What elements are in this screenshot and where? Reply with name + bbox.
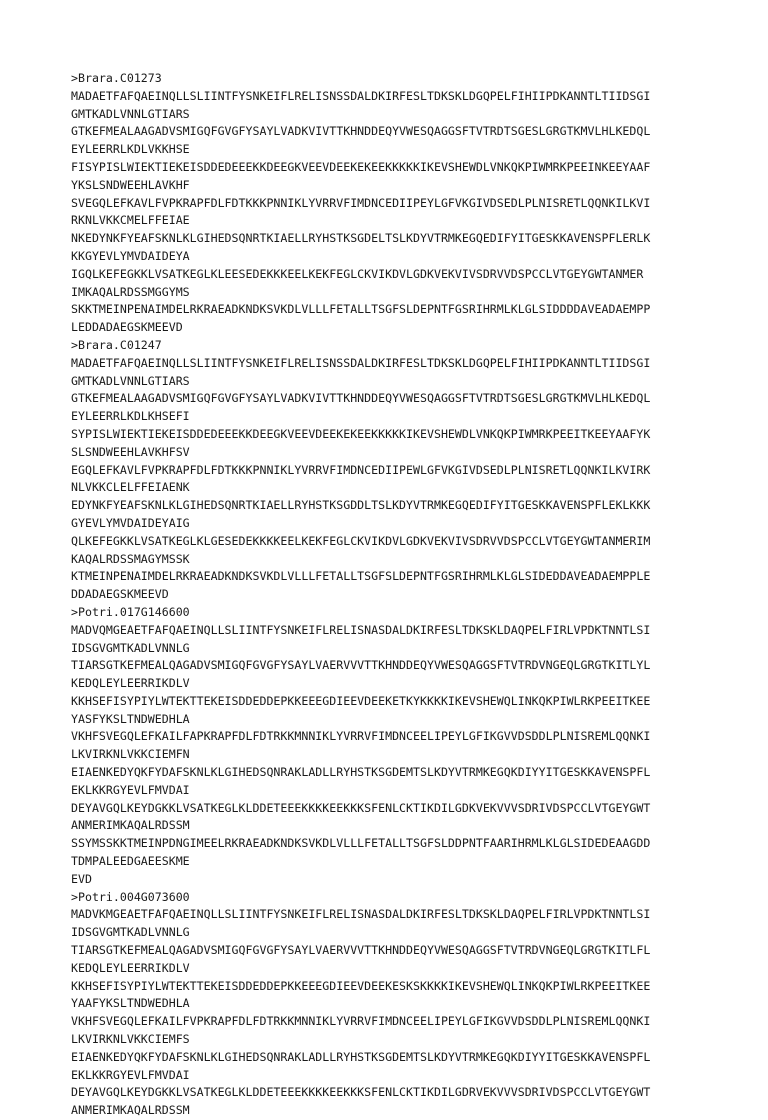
sequence-line: IMKAQALRDSSMGGYMS [71, 284, 190, 299]
sequence-line: GYEVLYMVDAIDEYAIG [71, 515, 190, 530]
sequence-header: >Brara.C01247 [71, 337, 162, 352]
sequence-line: EYLEERRLKDLVKKHSE [71, 142, 190, 157]
sequence-line: NLVKKCLELFFEIAENK [71, 480, 190, 495]
sequence-line: SLSNDWEEHLAVKHFSV [71, 444, 190, 459]
sequence-line: TDMPALEEDGAEESKME [71, 854, 190, 869]
sequence-line: LEDDADAEGSKMEEVD [71, 320, 183, 335]
sequence-line: EDYNKFYEAFSKNLKLGIHEDSQNRTKIAELLRYHSTKSGDDLTSLKDYVTRMKEGQEDIFYITGESKKAVENSPFLEKLKKK [71, 498, 651, 513]
sequence-line: SKKTMEINPENAIMDELRKRAEADKNDKSVKDLVLLLFETALLTSGFSLDEPNTFGSRIHRMLKLGLSIDDDDAVEADAEMPP [71, 302, 651, 317]
sequence-line: VKHFSVEGQLEFKAILFVPKRAPFDLFDTRKKMNNIKLYVRRVFIMDNCEELIPEYLGFIKGVVDSDDLPLNISREMLQQNKI [71, 1014, 651, 1029]
sequence-line: GTKEFMEALAAGADVSMIGQFGVGFYSAYLVADKVIVTTKHNDDEQYVWESQAGGSFTVTRDTSGESLGRGTKMVLHLKEDQL [71, 124, 651, 139]
sequence-line: IGQLKEFEGKKLVSATKEGLKLEESEDEKKKEELKEKFEGLCKVIKDVLGDKVEKVIVSDRVVDSPCCLVTGEYGWTANMER [71, 266, 644, 281]
sequence-document [71, 70, 731, 1120]
sequence-line: EIAENKEDYQKFYDAFSKNLKLGIHEDSQNRAKLADLLRYHSTKSGDEMTSLKDYVTRMKEGQKDIYYITGESKKAVENSPFL [71, 1049, 651, 1064]
sequence-line: GTKEFMEALAAGADVSMIGQFGVGFYSAYLVADKVIVTTKHNDDEQYVWESQAGGSFTVTRDTSGESLGRGTKMVLHLKEDQL [71, 391, 651, 406]
sequence-line: MADVKMGEAETFAFQAEINQLLSLIINTFYSNKEIFLRELISNASDALDKIRFESLTDKSKLDAQPELFIRLVPDKTNNTLSI [71, 907, 651, 922]
sequence-line: KEDQLEYLEERRIKDLV [71, 960, 190, 975]
sequence-line: KEDQLEYLEERRIKDLV [71, 676, 190, 691]
sequence-line: EKLKKRGYEVLFMVDAI [71, 782, 190, 797]
sequence-line: NKEDYNKFYEAFSKNLKLGIHEDSQNRTKIAELLRYHSTKSGDELTSLKDYVTRMKEGQEDIFYITGESKKAVENSPFLERLK [71, 231, 651, 246]
sequence-line: IDSGVGMTKADLVNNLG [71, 640, 190, 655]
sequence-line: EYLEERRLKDLKHSEFI [71, 409, 190, 424]
sequence-line: KKHSEFISYPIYLWTEKTTEKEISDDEDDEPKKEEEGDIEEVDEEKESKSKKKKIKEVSHEWQLINKQKPIWLRKPEEITKEE [71, 978, 651, 993]
sequence-line: KKHSEFISYPIYLWTEKTTEKEISDDEDDEPKKEEEGDIEEVDEEKETKYKKKKIKEVSHEWQLINKQKPIWLRKPEEITKEE [71, 693, 651, 708]
sequence-header: >Potri.017G146600 [71, 604, 190, 619]
sequence-line: TIARSGTKEFMEALQAGADVSMIGQFGVGFYSAYLVAERVVVTTKHNDDEQYVWESQAGGSFTVTRDVNGEQLGRGTKITLFL [71, 943, 651, 958]
sequence-line: YAAFYKSLTNDWEDHLA [71, 996, 190, 1011]
sequence-line: GMTKADLVNNLGTIARS [71, 106, 190, 121]
sequence-line: ANMERIMKAQALRDSSM [71, 818, 190, 833]
sequence-line: SSYMSSKKTMEINPDNGIMEELRKRAEADKNDKSVKDLVLLLFETALLTSGFSLDDPNTFAARIHRMLKLGLSIDEDEAAGDD [71, 836, 651, 851]
sequence-line: DDADAEGSKMEEVD [71, 587, 169, 602]
sequence-line: QLKEFEGKKLVSATKEGLKLGESEDEKKKKEELKEKFEGLCKVIKDVLGDKVEKVIVSDRVVDSPCCLVTGEYGWTANMERIM [71, 533, 651, 548]
sequence-line: GMTKADLVNNLGTIARS [71, 373, 190, 388]
sequence-line: YASFYKSLTNDWEDHLA [71, 711, 190, 726]
sequence-line: MADAETFAFQAEINQLLSLIINTFYSNKEIFLRELISNSSDALDKIRFESLTDKSKLDGQPELFIHIIPDKANNTLTIIDSGI [71, 88, 651, 103]
sequence-line: LKVIRKNLVKKCIEMFN [71, 747, 190, 762]
sequence-line: DEYAVGQLKEYDGKKLVSATKEGLKLDDETEEEKKKKEEKKKSFENLCKTIKDILGDRVEKVVVSDRIVDSPCCLVTGEYGWT [71, 1085, 651, 1100]
sequence-line: EIAENKEDYQKFYDAFSKNLKLGIHEDSQNRAKLADLLRYHSTKSGDEMTSLKDYVTRMKEGQKDIYYITGESKKAVENSPFL [71, 765, 651, 780]
sequence-header: >Brara.C01273 [71, 71, 162, 85]
sequence-line: FISYPISLWIEKTIEKEISDDEDEEEKKDEEGKVEEVDEEKEKEEKKKKKIKEVSHEWDLVNKQKPIWMRKPEEINKEEYAAF [71, 159, 651, 174]
sequence-line: TIARSGTKEFMEALQAGADVSMIGQFGVGFYSAYLVAERVVVTTKHNDDEQYVWESQAGGSFTVTRDVNGEQLGRGTKITLYL [71, 658, 651, 673]
sequence-line: RKNLVKKCMELFFEIAE [71, 213, 190, 228]
sequence-line: EVD [71, 871, 92, 886]
sequence-line: LKVIRKNLVKKCIEMFS [71, 1032, 190, 1047]
sequence-line: IDSGVGMTKADLVNNLG [71, 925, 190, 940]
sequence-line: KTMEINPENAIMDELRKRAEADKNDKSVKDLVLLLFETALLTSGFSLDEPNTFGSRIHRMLKLGLSIDEDDAVEADAEMPPLE [71, 569, 651, 584]
sequence-line: EGQLEFKAVLFVPKRAPFDLFDTKKKPNNIKLYVRRVFIMDNCEDIIPEWLGFVKGIVDSEDLPLNISRETLQQNKILKVIRK [71, 462, 651, 477]
sequence-line: SYPISLWIEKTIEKEISDDEDEEEKKDEEGKVEEVDEEKEKEEKKKKKIKEVSHEWDLVNKQKPIWMRKPEEITKEEYAAFYK [71, 426, 651, 441]
sequence-line: MADAETFAFQAEINQLLSLIINTFYSNKEIFLRELISNSSDALDKIRFESLTDKSKLDGQPELFIHIIPDKANNTLTIIDSGI [71, 355, 651, 370]
sequence-line: VKHFSVEGQLEFKAILFAPKRAPFDLFDTRKKMNNIKLYVRRVFIMDNCEELIPEYLGFIKGVVDSDDLPLNISREMLQQNKI [71, 729, 651, 744]
sequence-line: MADVQMGEAETFAFQAEINQLLSLIINTFYSNKEIFLRELISNASDALDKIRFESLTDKSKLDAQPELFIRLVPDKTNNTLSI [71, 622, 651, 637]
sequence-line: KKGYEVLYMVDAIDEYA [71, 248, 190, 263]
sequence-line: SVEGQLEFKAVLFVPKRAPFDLFDTKKKPNNIKLYVRRVFIMDNCEDIIPEYLGFVKGIVDSEDLPLNISRETLQQNKILKVI [71, 195, 651, 210]
sequence-line: EKLKKRGYEVLFMVDAI [71, 1067, 190, 1082]
sequence-line: KAQALRDSSMAGYMSSK [71, 551, 190, 566]
sequence-header: >Potri.004G073600 [71, 889, 190, 904]
sequence-line: ANMERIMKAQALRDSSM [71, 1103, 190, 1118]
sequence-line: YKSLSNDWEEHLAVKHF [71, 177, 190, 192]
sequence-line: DEYAVGQLKEYDGKKLVSATKEGLKLDDETEEEKKKKEEKKKSFENLCKTIKDILGDKVEKVVVSDRIVDSPCCLVTGEYGWT [71, 800, 651, 815]
